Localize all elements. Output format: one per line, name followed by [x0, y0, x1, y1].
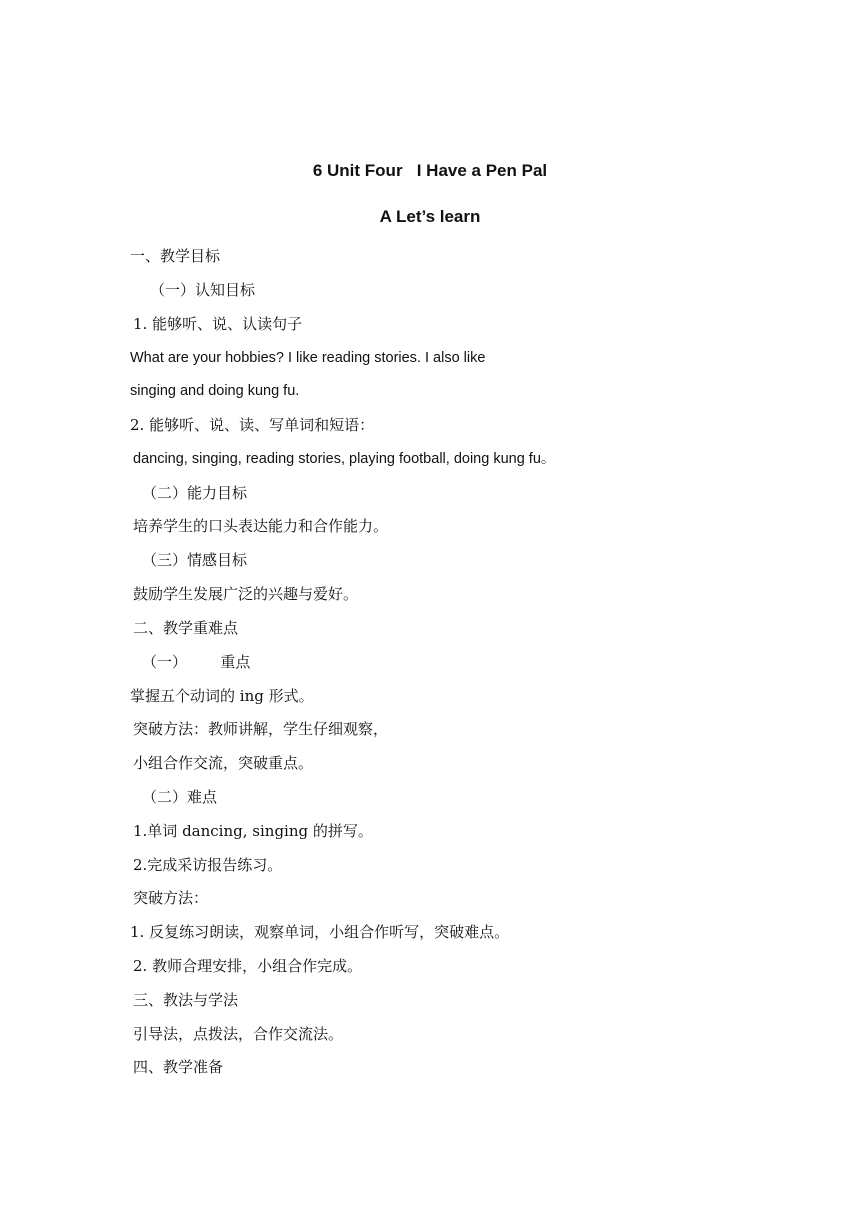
subsection-key-point: （一） 重点 — [142, 653, 251, 671]
paragraph-word-list: dancing, singing, reading stories, playing football, doing kung fu。 — [133, 451, 556, 467]
paragraph-key-point: 掌握五个动词的 ing 形式。 — [130, 687, 314, 705]
paragraph-sentence-line-2: singing and doing kung fu. — [130, 383, 300, 399]
paragraph-emotional: 鼓励学生发展广泛的兴趣与爱好。 — [133, 585, 359, 603]
section-heading-objectives: 一、教学目标 — [130, 247, 221, 265]
subsection-ability-goals: （二）能力目标 — [142, 484, 248, 502]
paragraph-teaching-methods: 引导法，点拨法，合作交流法。 — [133, 1025, 344, 1043]
list-item-1-sentences: 1. 能够听、说、认读句子 — [133, 315, 303, 333]
subsection-cognitive-goals: （一）认知目标 — [150, 281, 256, 299]
document-title: 6 Unit Four I Have a Pen Pal — [312, 161, 548, 180]
section-heading-preparation: 四、教学准备 — [133, 1058, 224, 1076]
paragraph-method-line-1: 突破方法：教师讲解，学生仔细观察， — [133, 720, 389, 738]
subsection-difficulty: （二）难点 — [142, 788, 218, 806]
list-item-difficulty-2: 2.完成采访报告练习。 — [133, 856, 283, 874]
document-subtitle: A Let’s learn — [379, 207, 481, 226]
paragraph-method-label: 突破方法： — [133, 889, 209, 907]
paragraph-ability: 培养学生的口头表达能力和合作能力。 — [133, 517, 389, 535]
subsection-emotional-goals: （三）情感目标 — [142, 551, 248, 569]
section-heading-key-points: 二、教学重难点 — [133, 619, 239, 637]
list-item-method-2: 2. 教师合理安排，小组合作完成。 — [133, 957, 363, 975]
paragraph-method-line-2: 小组合作交流，突破重点。 — [133, 754, 314, 772]
list-item-method-1: 1. 反复练习朗读，观察单词，小组合作听写，突破难点。 — [130, 923, 510, 941]
paragraph-sentence-line-1: What are your hobbies? I like reading stories. I also like — [130, 350, 486, 366]
section-heading-teaching-methods: 三、教法与学法 — [133, 991, 239, 1009]
list-item-difficulty-1: 1.单词 dancing, singing 的拼写。 — [133, 822, 373, 840]
list-item-2-words: 2. 能够听、说、读、写单词和短语： — [130, 416, 375, 434]
